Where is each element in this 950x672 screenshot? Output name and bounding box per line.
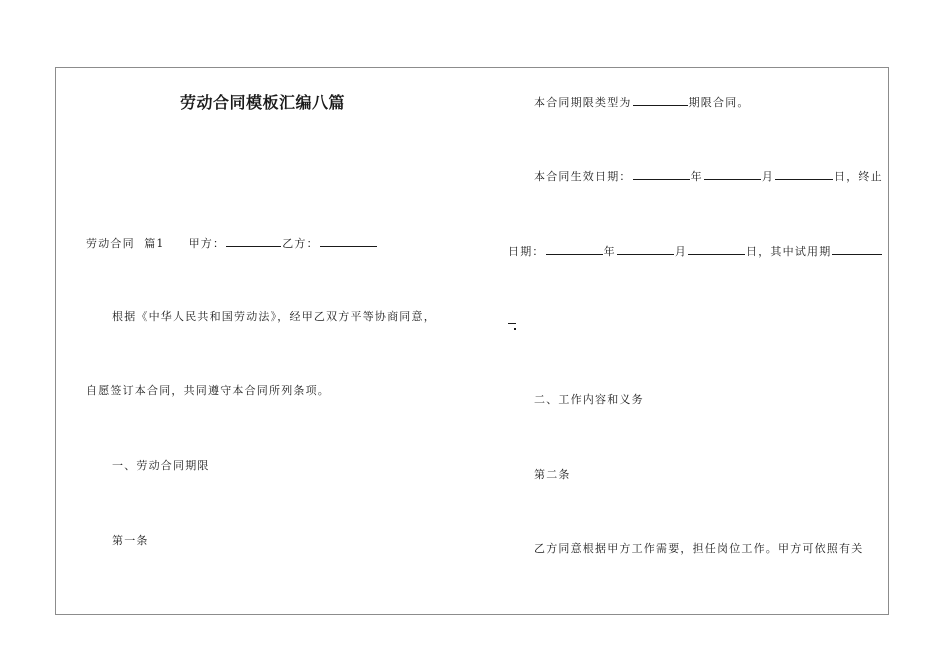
trial-period-label: 日，其中试用期: [746, 245, 832, 258]
effective-date-line: [534, 168, 883, 184]
end-month-label: 月: [674, 245, 688, 258]
effective-day-end-label: 日，终止: [834, 170, 883, 183]
end-year-label: 年: [603, 245, 616, 258]
end-date-line: [508, 243, 883, 259]
end-date-prefix: 日期：: [508, 245, 545, 258]
effective-year-label: 年: [690, 170, 703, 183]
paragraph-3: 乙方同意根据甲方工作需要，担任岗位工作。甲方可依照有关: [534, 542, 864, 555]
party-b-blank: [320, 235, 377, 247]
end-year-blank: [546, 243, 603, 255]
article-2-heading: 第二条: [534, 468, 571, 481]
effective-month-blank: [704, 168, 761, 180]
effective-day-blank: [775, 168, 833, 180]
paragraph-1: 根据《中华人民共和国劳动法》，经甲乙双方平等协商同意，: [112, 310, 436, 323]
party-a-label: 甲方：: [188, 237, 226, 250]
trial-period-blank: [832, 243, 882, 255]
section-2-heading: 二、工作内容和义务: [534, 393, 644, 406]
party-a-blank: [226, 235, 281, 247]
section-1-heading: 一、劳动合同期限: [112, 459, 210, 472]
end-day-blank: [688, 243, 745, 255]
end-month-blank: [617, 243, 674, 255]
effective-year-blank: [633, 168, 690, 180]
term-type-blank: [633, 94, 688, 106]
effective-prefix: 本合同生效日期：: [534, 170, 632, 183]
paragraph-2: 自愿签订本合同，共同遵守本合同所列条项。: [86, 384, 330, 397]
contract-heading-line: [86, 235, 378, 251]
contract-part-label: 劳动合同 篇1: [86, 237, 165, 250]
term-type-suffix: 期限合同。: [688, 96, 750, 109]
effective-month-label: 月: [761, 170, 775, 183]
term-type-prefix: 本合同期限类型为: [534, 96, 632, 109]
continuation-dash: [508, 323, 516, 324]
article-1-heading: 第一条: [112, 534, 149, 547]
continuation-dot: [514, 328, 516, 330]
term-type-line: [534, 94, 750, 110]
party-b-label: 乙方：: [282, 237, 319, 250]
page-frame: [55, 67, 889, 615]
document-title: 劳动合同模板汇编八篇: [179, 93, 345, 112]
